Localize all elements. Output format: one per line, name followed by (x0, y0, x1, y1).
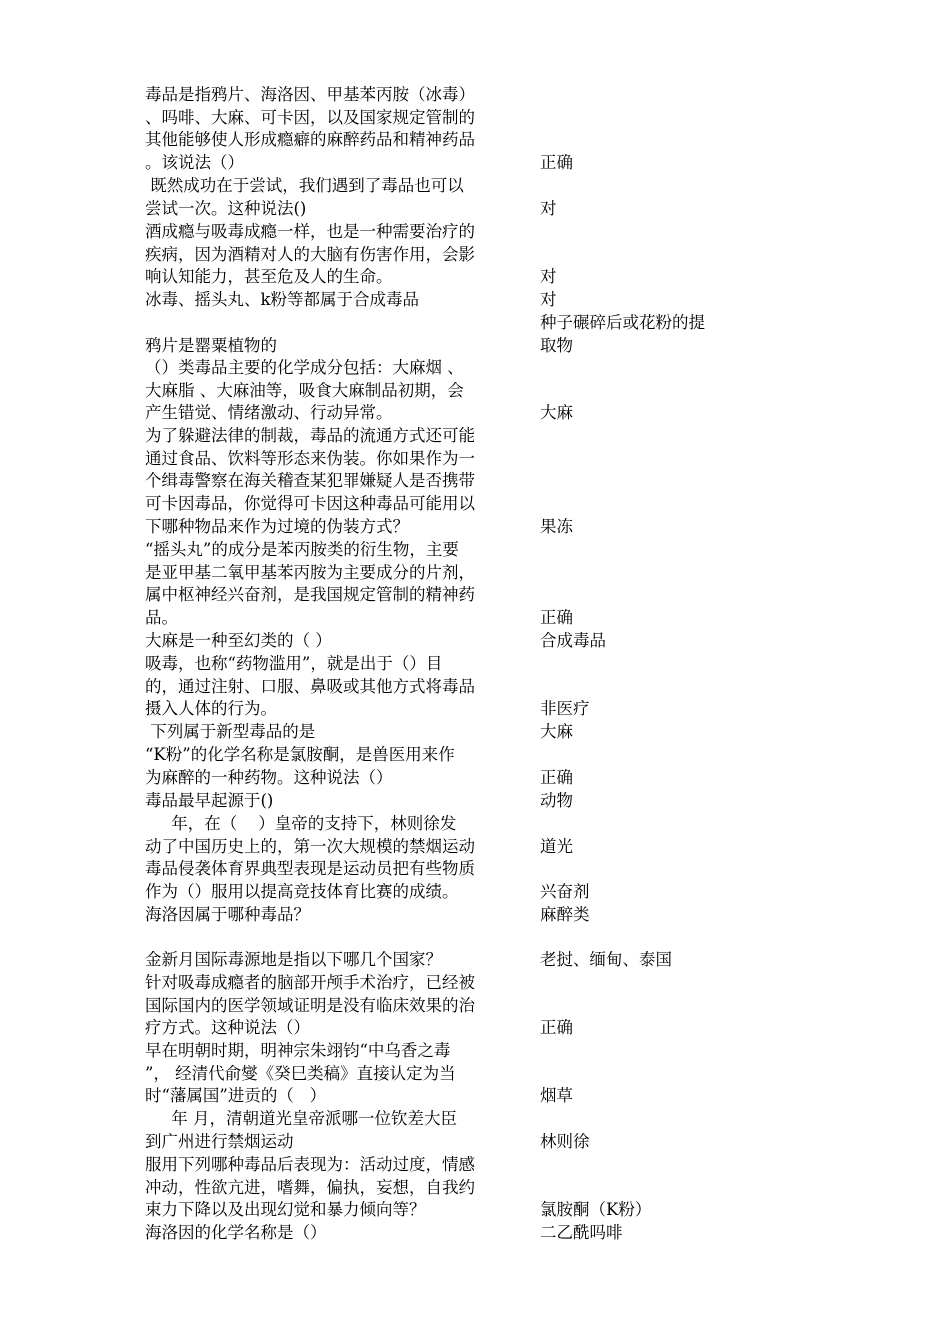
answer-text: 烟草 (540, 1086, 573, 1105)
question-text: 针对吸毒成瘾者的脑部开颅手术治疗，已经被 国际国内的医学领域证明是没有临床效果的治 疗方式。这种说法（） (145, 973, 475, 1038)
answer-text: 兴奋剂 (540, 882, 590, 901)
question-text: 下列属于新型毒品的是 (145, 722, 316, 741)
answer-text: 对 (540, 290, 557, 309)
answer-text: 对 (540, 199, 557, 218)
answer-text: 林则徐 (540, 1132, 590, 1151)
answer-text: 种子碾碎后或花粉的提 取物 (540, 313, 705, 355)
answer-text: 麻醉类 (540, 905, 590, 924)
answer-text: 二乙酰吗啡 (540, 1223, 623, 1242)
answer-text: 果冻 (540, 517, 573, 536)
answer-text: 正确 (540, 768, 573, 787)
answer-text: 老挝、缅甸、泰国 (540, 950, 672, 969)
answer-text: 动物 (540, 791, 573, 810)
answer-text: 大麻 (540, 403, 573, 422)
question-text: 年 月，清朝道光皇帝派哪一位钦差大臣 到广州进行禁烟运动 (145, 1109, 457, 1151)
question-text: 大麻是一种至幻类的（ ） (145, 631, 332, 650)
answer-text: 合成毒品 (540, 631, 606, 650)
answer-text: 道光 (540, 837, 573, 856)
answer-text: 氯胺酮（K粉） (540, 1200, 652, 1219)
question-text: “K粉”的化学名称是氯胺酮，是兽医用来作 为麻醉的一种药物。这种说法（） (145, 745, 455, 787)
answer-text: 对 (540, 267, 557, 286)
question-text: “摇头丸”的成分是苯丙胺类的衍生物，主要 是亚甲基二氧甲基苯丙胺为主要成分的片剂， 属中枢神经兴奋剂，是我国规定管制的精神药 品。 (145, 540, 475, 628)
question-text: 服用下列哪种毒品后表现为：活动过度，情感 冲动，性欲亢进，嗜舞，偏执，妄想，自我约 束力下降以及出现幻觉和暴力倾向等？ (145, 1155, 475, 1220)
question-text: 金新月国际毒源地是指以下哪几个国家？ (145, 950, 442, 969)
question-text: 为了躲避法律的制裁，毒品的流通方式还可能 通过食品、饮料等形态来伪装。你如果作为一 个缉毒警察在海关稽查某犯罪嫌疑人是否携带 可卡因毒品，你觉得可卡因这种毒品可能用以 下哪种物品来作为过境的伪装方式？ (145, 426, 475, 536)
answer-text: 非医疗 (540, 699, 590, 718)
question-text: 海洛因属于哪种毒品？ (145, 905, 310, 924)
question-text: 早在明朝时期，明神宗朱翊钧“中乌香之毒 ”， 经清代俞燮《癸巳类稿》直接认定为当 时“藩属国”进贡的（ ） (145, 1041, 456, 1106)
answer-text: 大麻 (540, 722, 573, 741)
question-text: 毒品最早起源于() (145, 791, 274, 810)
question-text: 毒品是指鸦片、海洛因、甲基苯丙胺（冰毒） 、吗啡、大麻、可卡因，以及国家规定管制的 其他能够使人形成瘾癖的麻醉药品和精神药品 。该说法（） (145, 85, 475, 173)
question-text: 冰毒、摇头丸、k粉等都属于合成毒品 (145, 290, 419, 309)
question-text: 吸毒，也称“药物滥用”，就是出于（）目 的，通过注射、口服、鼻吸或其他方式将毒品 摄入人体的行为。 (145, 654, 475, 719)
answer-text: 正确 (540, 1018, 573, 1037)
answer-text: 正确 (540, 608, 573, 627)
question-text: 酒成瘾与吸毒成瘾一样，也是一种需要治疗的 疾病，因为酒精对人的大脑有伤害作用，会影 响认知能力，甚至危及人的生命。 (145, 222, 475, 287)
question-text: 海洛因的化学名称是（） (145, 1223, 327, 1242)
question-text: 年，在（ ）皇帝的支持下，林则徐发 动了中国历史上的，第一次大规模的禁烟运动 (145, 814, 475, 856)
question-text: （）类毒品主要的化学成分包括：大麻烟 、 大麻脂 、大麻油等，吸食大麻制品初期，会 产生错觉、情绪激动、行动异常。 (145, 358, 464, 423)
question-text: 鸦片是罂粟植物的 (145, 335, 277, 355)
question-text: 毒品侵袭体育界典型表现是运动员把有些物质 作为（）服用以提高竞技体育比赛的成绩。 (145, 859, 475, 901)
answer-text: 正确 (540, 153, 573, 172)
question-text: 既然成功在于尝试，我们遇到了毒品也可以 尝试一次。这种说法() (145, 176, 464, 218)
